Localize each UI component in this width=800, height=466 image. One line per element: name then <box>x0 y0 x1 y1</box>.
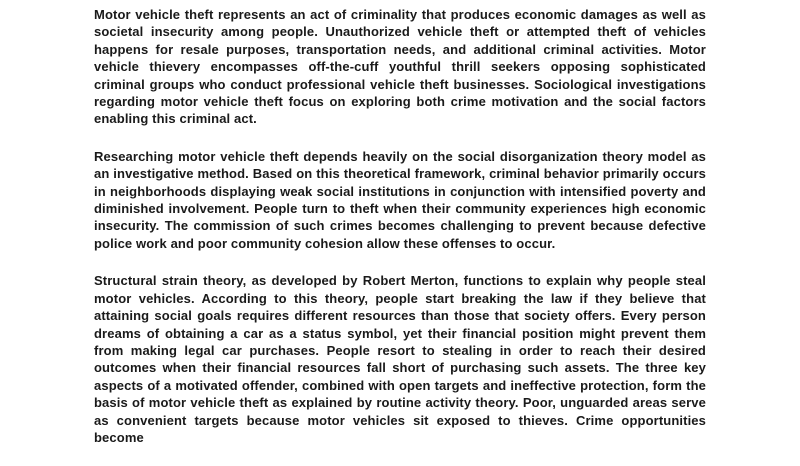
paragraph-structural-strain-theory: Structural strain theory, as developed by Robert Merton, functions to explain why people steal motor vehicles. According to this theory, people start breaking the law if they believe that attaining social goals requires different resources than those that society offers. Every person dreams of obtaining a car as a status symbol, yet their financial position might prevent them from making legal car purchases. People resort to stealing in order to reach their desired outcomes when their financial resources fall short of purchasing such assets. The three key aspects of a motivated offender, combined with open targets and ineffective protection, form the basis of motor vehicle theft as explained by routine activity theory. Poor, unguarded areas serve as convenient targets because motor vehicles sit exposed to thieves. Crime opportunities become <box>94 273 706 445</box>
paragraph-motor-vehicle-theft-intro: Motor vehicle theft represents an act of criminality that produces economic damages as well as societal insecurity among people. Unauthorized vehicle theft or attempted theft of vehicles happens for resale purposes, transportation needs, and additional criminal activities. Motor vehicle thievery encompasses off-the-cuff youthful thrill seekers opposing sophisticated criminal groups who conduct professional vehicle theft businesses. Sociological investigations regarding motor vehicle theft focus on exploring both crime motivation and the social factors enabling this criminal act. <box>94 7 706 127</box>
document-body <box>94 6 706 466</box>
paragraph-social-disorganization-theory: Researching motor vehicle theft depends heavily on the social disorganization theory model as an investigative method. Based on this theoretical framework, criminal behavior primarily occurs in neighborhoods displaying weak social institutions in conjunction with intensified poverty and diminished involvement. People turn to theft when their community experiences high economic insecurity. The commission of such crimes becomes challenging to prevent because defective police work and poor community cohesion allow these offenses to occur. <box>94 148 706 251</box>
